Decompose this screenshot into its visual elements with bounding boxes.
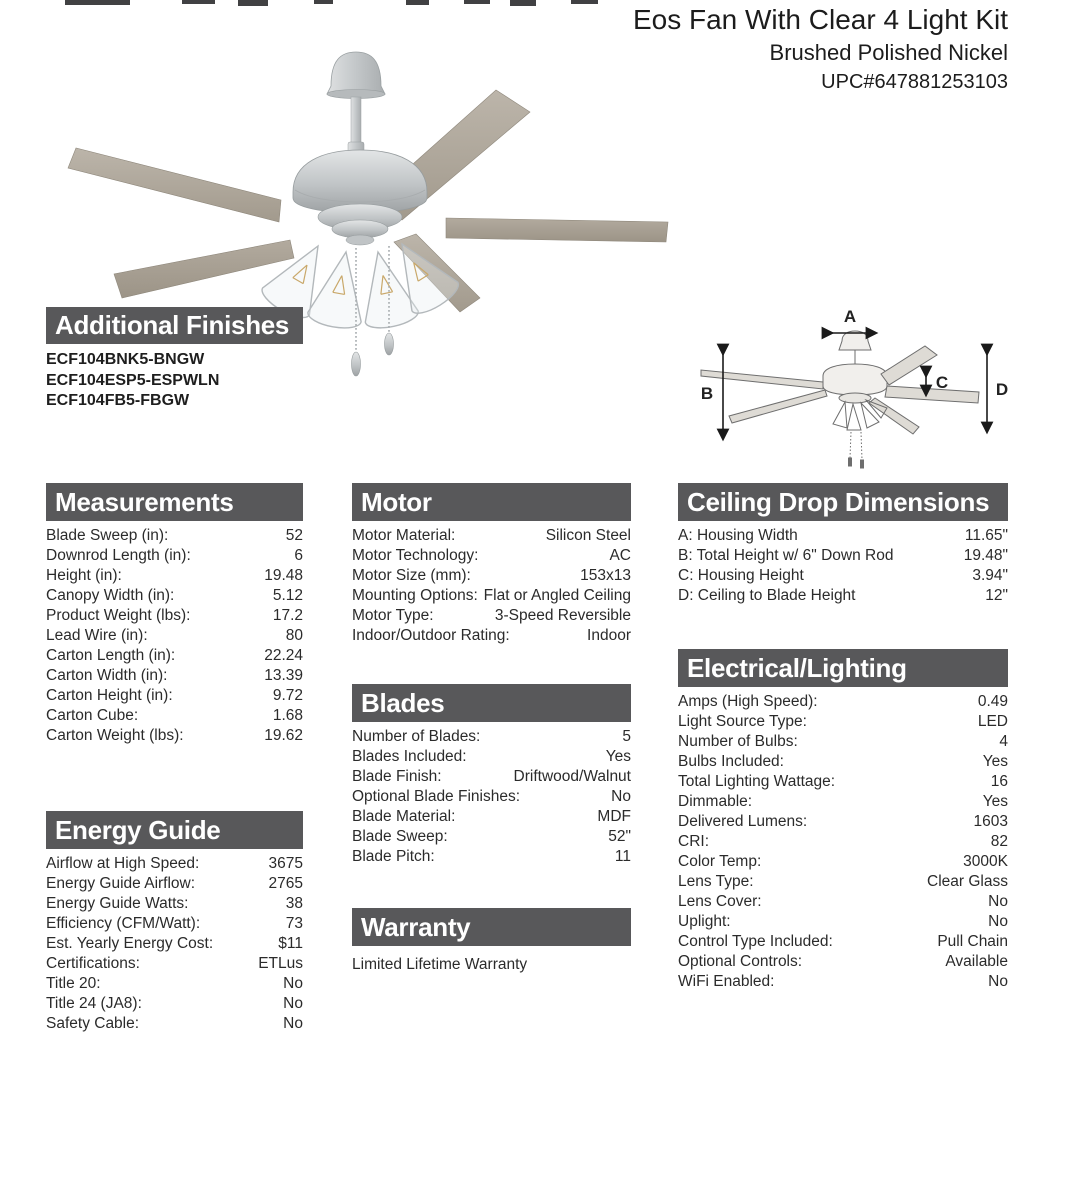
spec-row xyxy=(46,914,303,934)
spec-row xyxy=(678,932,1008,952)
spec-row xyxy=(46,934,303,954)
spec-table xyxy=(46,849,303,1034)
spec-value: No xyxy=(283,1015,303,1032)
spec-value: 16 xyxy=(990,773,1008,790)
spec-value: Yes xyxy=(982,753,1008,770)
spec-label: Blade Material: xyxy=(352,808,456,825)
spec-row xyxy=(46,894,303,914)
spec-label: Lens Cover: xyxy=(678,893,762,910)
spec-value: Yes xyxy=(982,793,1008,810)
spec-value: MDF xyxy=(597,808,631,825)
spec-row xyxy=(46,954,303,974)
spec-value: 4 xyxy=(999,733,1008,750)
section-header xyxy=(46,307,303,344)
spec-row xyxy=(678,566,1008,586)
spec-row xyxy=(678,952,1008,972)
spec-label: Mounting Options: xyxy=(352,587,478,604)
spec-value: AC xyxy=(609,547,631,564)
spec-row xyxy=(352,827,631,847)
section-additional-finishes xyxy=(46,307,303,412)
spec-value: $11 xyxy=(278,935,303,952)
spec-label: Carton Height (in): xyxy=(46,687,173,704)
spec-label: Lead Wire (in): xyxy=(46,627,148,644)
section-blades xyxy=(352,684,631,867)
section-title: Warranty xyxy=(361,912,471,942)
spec-value: Silicon Steel xyxy=(545,527,631,544)
spec-label: Carton Width (in): xyxy=(46,667,168,684)
spec-value: 3675 xyxy=(268,855,303,872)
spec-row xyxy=(46,854,303,874)
spec-label: Blade Sweep: xyxy=(352,828,448,845)
spec-value: No xyxy=(283,975,303,992)
section-motor xyxy=(352,483,631,646)
spec-label: Number of Blades: xyxy=(352,728,481,745)
spec-value: 153x13 xyxy=(580,567,631,584)
spec-label: Energy Guide Airflow: xyxy=(46,875,196,892)
spec-row xyxy=(352,847,631,867)
section-header xyxy=(46,483,303,521)
spec-value: 19.48" xyxy=(963,547,1008,564)
diagram-label-d: D xyxy=(995,380,1009,399)
spec-row xyxy=(46,546,303,566)
spec-value: 11.65" xyxy=(964,527,1008,544)
spec-label: Energy Guide Watts: xyxy=(46,895,189,912)
spec-row xyxy=(352,747,631,767)
spec-row xyxy=(678,586,1008,606)
spec-row xyxy=(46,586,303,606)
spec-value: 38 xyxy=(285,895,303,912)
spec-row xyxy=(678,732,1008,752)
spec-row xyxy=(678,972,1008,992)
spec-value: 3.94" xyxy=(972,567,1008,584)
spec-row xyxy=(46,646,303,666)
diagram-canopy xyxy=(839,331,871,350)
spec-label: A: Housing Width xyxy=(678,527,798,544)
spec-value: Clear Glass xyxy=(927,873,1008,890)
spec-value: Yes xyxy=(605,748,631,765)
spec-label: Indoor/Outdoor Rating: xyxy=(352,627,510,644)
section-title: Motor xyxy=(361,487,432,517)
spec-row xyxy=(352,626,631,646)
spec-value: 19.48 xyxy=(264,567,303,584)
spec-label: Title 20: xyxy=(46,975,101,992)
spec-row xyxy=(352,767,631,787)
spec-row xyxy=(352,546,631,566)
section-energy-guide xyxy=(46,811,303,1034)
section-header xyxy=(352,908,631,946)
product-finish: Brushed Polished Nickel xyxy=(769,40,1008,65)
spec-value: 0.49 xyxy=(977,693,1008,710)
warranty-text: Limited Lifetime Warranty xyxy=(352,956,528,973)
spec-row xyxy=(46,666,303,686)
spec-row xyxy=(352,807,631,827)
spec-label: Downrod Length (in): xyxy=(46,547,191,564)
spec-value: 9.72 xyxy=(272,687,303,704)
spec-value: 13.39 xyxy=(264,667,303,684)
spec-row xyxy=(352,586,631,606)
spec-label: Blade Finish: xyxy=(352,768,442,785)
spec-label: Number of Bulbs: xyxy=(678,733,798,750)
spec-value: 3000K xyxy=(963,853,1008,870)
spec-label: Product Weight (lbs): xyxy=(46,607,191,624)
spec-value: 82 xyxy=(990,833,1008,850)
fan-blade-right xyxy=(446,218,668,242)
spec-row xyxy=(352,606,631,626)
cutoff-logo-fragments xyxy=(65,0,598,6)
spec-row xyxy=(352,566,631,586)
finish-item: ECF104FB5-FBGW xyxy=(46,392,190,409)
spec-row xyxy=(46,526,303,546)
spec-row xyxy=(46,974,303,994)
spec-label: Carton Length (in): xyxy=(46,647,176,664)
spec-label: Color Temp: xyxy=(678,853,762,870)
spec-row xyxy=(46,686,303,706)
spec-label: Motor Type: xyxy=(352,607,434,624)
spec-value: Driftwood/Walnut xyxy=(513,768,631,785)
spec-value: ETLus xyxy=(258,955,303,972)
diagram-blade xyxy=(881,346,937,385)
spec-value: 5 xyxy=(622,728,631,745)
spec-row xyxy=(678,832,1008,852)
diagram-label-c: C xyxy=(935,373,949,392)
spec-row xyxy=(46,606,303,626)
spec-value: LED xyxy=(977,713,1008,730)
spec-label: Delivered Lumens: xyxy=(678,813,808,830)
spec-label: Safety Cable: xyxy=(46,1015,140,1032)
fan-canopy xyxy=(327,52,385,94)
diagram-label-b: B xyxy=(700,384,714,403)
spec-label: Motor Material: xyxy=(352,527,456,544)
spec-value: 80 xyxy=(285,627,303,644)
spec-row xyxy=(46,706,303,726)
spec-value: 73 xyxy=(285,915,303,932)
spec-value: No xyxy=(283,995,303,1012)
spec-value: 11 xyxy=(614,848,631,865)
diagram-blade xyxy=(701,370,823,389)
spec-label: Amps (High Speed): xyxy=(678,693,818,710)
spec-value: 6 xyxy=(294,547,303,564)
spec-row xyxy=(352,526,631,546)
spec-label: Blades Included: xyxy=(352,748,467,765)
spec-row xyxy=(352,727,631,747)
spec-row xyxy=(352,787,631,807)
spec-label: Optional Blade Finishes: xyxy=(352,788,521,805)
spec-value: 2765 xyxy=(268,875,303,892)
spec-row xyxy=(46,994,303,1014)
spec-row xyxy=(46,726,303,746)
section-ceiling-drop-dimensions xyxy=(678,483,1008,606)
diagram-blade xyxy=(885,386,979,403)
spec-label: Height (in): xyxy=(46,567,122,584)
fan-blade-left xyxy=(68,148,281,222)
spec-row xyxy=(678,752,1008,772)
spec-label: Carton Cube: xyxy=(46,707,139,724)
spec-label: Control Type Included: xyxy=(678,933,833,950)
spec-label: Canopy Width (in): xyxy=(46,587,175,604)
fan-motor-housing xyxy=(293,150,427,213)
spec-value: 3-Speed Reversible xyxy=(494,607,631,624)
spec-value: No xyxy=(988,893,1008,910)
spec-label: Optional Controls: xyxy=(678,953,803,970)
spec-row xyxy=(678,526,1008,546)
product-title: Eos Fan With Clear 4 Light Kit xyxy=(632,4,1008,35)
section-header xyxy=(678,483,1008,521)
spec-label: Carton Weight (lbs): xyxy=(46,727,184,744)
finish-list xyxy=(46,350,303,412)
spec-label: Motor Technology: xyxy=(352,547,479,564)
product-title-block xyxy=(633,2,1008,97)
diagram-blade xyxy=(869,398,919,434)
spec-table xyxy=(46,521,303,746)
spec-label: Airflow at High Speed: xyxy=(46,855,200,872)
finish-item: ECF104BNK5-BNGW xyxy=(46,351,205,368)
section-title: Blades xyxy=(361,688,445,718)
spec-label: Certifications: xyxy=(46,955,140,972)
spec-label: Uplight: xyxy=(678,913,731,930)
spec-label: CRI: xyxy=(678,833,709,850)
diagram-housing xyxy=(823,364,887,395)
spec-table xyxy=(678,521,1008,606)
spec-label: Lens Type: xyxy=(678,873,754,890)
spec-label: B: Total Height w/ 6" Down Rod xyxy=(678,547,894,564)
spec-row xyxy=(678,852,1008,872)
diagram-label-a: A xyxy=(843,307,857,326)
spec-value: 22.24 xyxy=(264,647,303,664)
section-measurements xyxy=(46,483,303,746)
spec-value: No xyxy=(988,913,1008,930)
spec-row xyxy=(678,912,1008,932)
product-upc: UPC#647881253103 xyxy=(821,71,1008,93)
section-header xyxy=(352,684,631,722)
spec-row xyxy=(678,812,1008,832)
spec-value: 52" xyxy=(608,828,631,845)
spec-label: Motor Size (mm): xyxy=(352,567,471,584)
spec-label: WiFi Enabled: xyxy=(678,973,775,990)
spec-label: Total Lighting Wattage: xyxy=(678,773,836,790)
section-title: Additional Finishes xyxy=(55,310,290,340)
spec-label: D: Ceiling to Blade Height xyxy=(678,587,856,604)
spec-row xyxy=(678,712,1008,732)
spec-value: Available xyxy=(945,953,1008,970)
spec-label: Dimmable: xyxy=(678,793,753,810)
spec-table xyxy=(352,722,631,867)
section-title: Ceiling Drop Dimensions xyxy=(687,487,990,517)
spec-row xyxy=(46,1014,303,1034)
section-warranty xyxy=(352,908,631,975)
spec-row xyxy=(678,692,1008,712)
spec-label: Bulbs Included: xyxy=(678,753,784,770)
dimension-diagram xyxy=(695,300,1015,478)
spec-label: Blade Sweep (in): xyxy=(46,527,169,544)
spec-label: Title 24 (JA8): xyxy=(46,995,142,1012)
spec-value: 19.62 xyxy=(264,727,303,744)
spec-row xyxy=(678,792,1008,812)
diagram-blade xyxy=(729,390,827,423)
spec-table xyxy=(352,521,631,646)
section-header xyxy=(678,649,1008,687)
spec-label: Light Source Type: xyxy=(678,713,807,730)
section-title: Measurements xyxy=(55,487,234,517)
spec-value: 17.2 xyxy=(272,607,303,624)
spec-table xyxy=(678,687,1008,992)
diagram-light xyxy=(833,402,847,428)
spec-value: Flat or Angled Ceiling xyxy=(483,587,631,604)
spec-label: Efficiency (CFM/Watt): xyxy=(46,915,201,932)
spec-row xyxy=(678,872,1008,892)
section-electrical-lighting xyxy=(678,649,1008,992)
spec-row xyxy=(46,874,303,894)
spec-value: 1.68 xyxy=(272,707,303,724)
section-title: Energy Guide xyxy=(55,815,221,845)
finish-item: ECF104ESP5-ESPWLN xyxy=(46,371,220,389)
spec-row xyxy=(678,892,1008,912)
spec-row xyxy=(46,566,303,586)
spec-label: C: Housing Height xyxy=(678,567,804,584)
spec-value: 12" xyxy=(985,587,1008,604)
spec-row xyxy=(678,546,1008,566)
spec-value: Pull Chain xyxy=(937,933,1008,950)
spec-value: 5.12 xyxy=(272,587,303,604)
spec-label: Blade Pitch: xyxy=(352,848,435,865)
spec-value: 52 xyxy=(285,527,303,544)
spec-row xyxy=(46,626,303,646)
spec-value: No xyxy=(988,973,1008,990)
section-header xyxy=(352,483,631,521)
spec-value: No xyxy=(611,788,631,805)
section-header xyxy=(46,811,303,849)
spec-label: Est. Yearly Energy Cost: xyxy=(46,935,214,952)
diagram-light xyxy=(847,404,861,430)
spec-value: Indoor xyxy=(587,627,631,644)
spec-value: 1603 xyxy=(973,813,1008,830)
section-title: Electrical/Lighting xyxy=(687,653,907,683)
spec-row xyxy=(678,772,1008,792)
